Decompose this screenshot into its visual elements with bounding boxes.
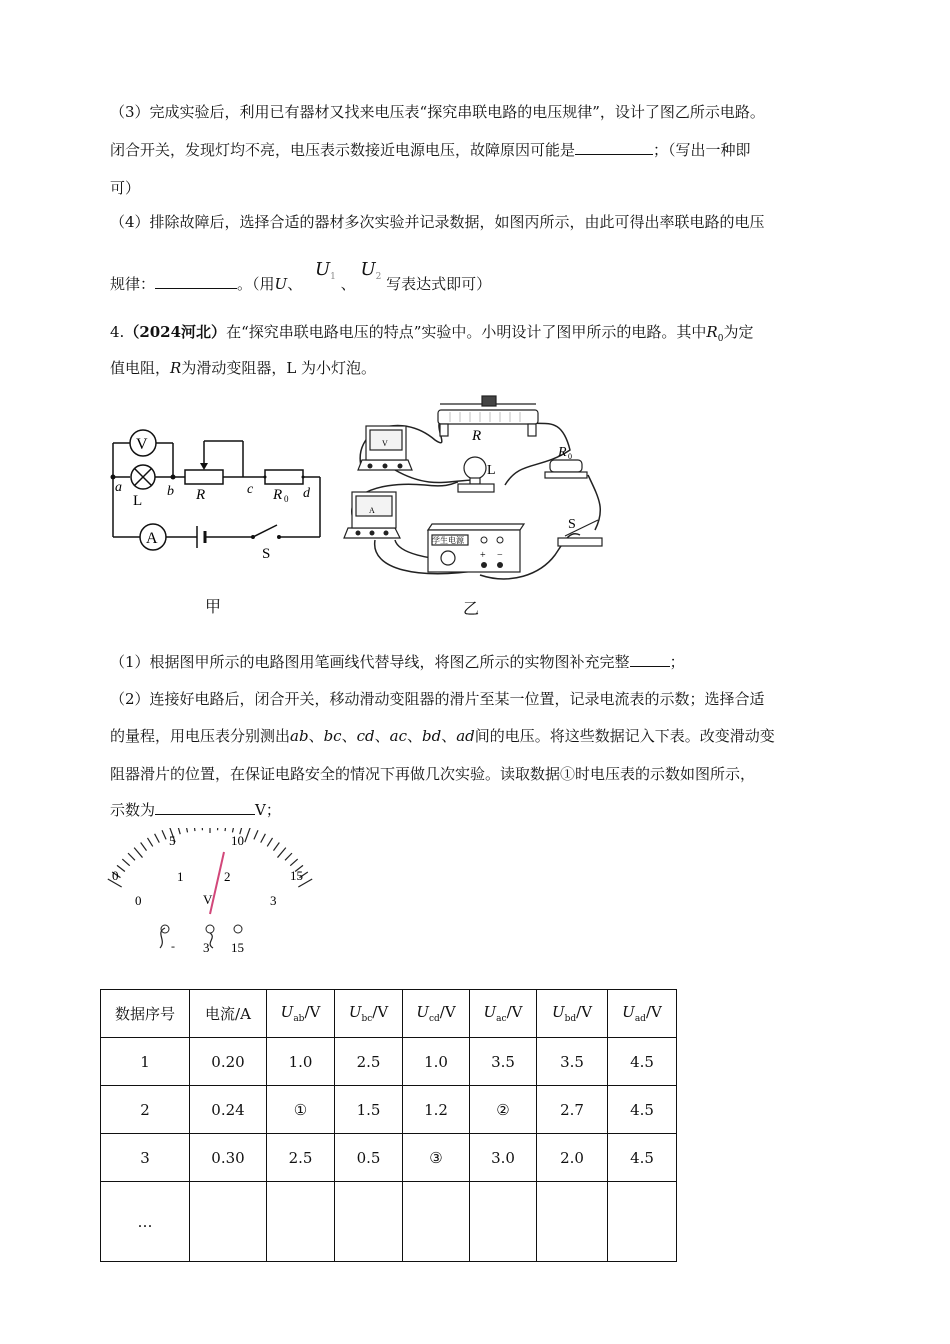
sep: 、	[340, 275, 356, 293]
sub2-unit: V；	[255, 801, 281, 819]
problem4-text-end: 为滑动变阻器，L 为小灯泡。	[181, 359, 377, 377]
power-supply-label: 学生电源	[432, 536, 464, 545]
header-sub: ad	[634, 1014, 646, 1024]
resistor-r0-label: R	[558, 445, 567, 460]
ammeter-label: A	[146, 530, 158, 547]
table-cell: 4.5	[608, 1038, 677, 1086]
sub2-line1: （2）连接好电路后，闭合开关，移动滑动变阻器的滑片至某一位置，记录电流表的示数；选择合适	[110, 690, 765, 708]
table-cell: 2	[101, 1086, 190, 1134]
table-cell: 2.5	[267, 1134, 335, 1182]
answer-blank[interactable]	[155, 800, 255, 815]
terminal-3: 3	[203, 940, 210, 955]
meter-tick	[128, 853, 135, 860]
lamp-label: L	[487, 463, 496, 478]
header-var: U	[622, 1003, 635, 1021]
table-cell: 3.5	[470, 1038, 537, 1086]
terminal-minus: -	[171, 939, 175, 953]
q4a-line2	[110, 259, 850, 301]
sep: 、	[441, 727, 457, 745]
header-sub: cd	[428, 1014, 440, 1024]
sub2-line3: 阻器滑片的位置，在保证电路安全的情况下再做几次实验。读取数据①时电压表的示数如图所示，	[110, 765, 756, 783]
meter-tick	[202, 828, 203, 830]
power-minus: −	[497, 550, 503, 561]
header-unit: /V	[506, 1003, 523, 1021]
sep: 、	[287, 275, 303, 293]
table-cell: 3.5	[537, 1038, 608, 1086]
table-header-cell: 电流/A	[190, 990, 267, 1038]
q4a-label: 规律：	[110, 275, 156, 293]
lamp-label: L	[133, 493, 143, 509]
var-u1: $U_1$	[314, 259, 336, 282]
sub2-label: 示数为	[110, 801, 156, 819]
problem4-text: 在“探究串联电路电压的特点”实验中。小明设计了图甲所示的电路。其中	[226, 323, 707, 341]
segment-cd: cd	[356, 727, 375, 745]
meter-tick	[177, 828, 180, 834]
meter-tick	[194, 828, 195, 831]
voltmeter-face-label: V	[382, 439, 388, 448]
table-cell	[267, 1182, 335, 1262]
header-var: U	[551, 1003, 565, 1021]
sep: 、	[308, 727, 324, 745]
header-var: U	[348, 1003, 362, 1021]
sub1-line	[110, 652, 850, 672]
node-d: d	[303, 486, 310, 501]
q3-line3: 可）	[110, 179, 141, 197]
table-cell	[190, 1182, 267, 1262]
segment-bd: bd	[422, 727, 442, 745]
q3-line2-text: 闭合开关，发现灯均不亮，电压表示数接近电源电压，故障原因可能是	[110, 141, 576, 159]
table-cell	[403, 1182, 470, 1262]
header-sub: ab	[293, 1014, 305, 1024]
q3-line1: （3）完成实验后，利用已有器材又找来电压表“探究串联电路的电压规律”，设计了图乙所示电路。	[110, 103, 765, 121]
q3-line2-tail: ；（写出一种即	[653, 141, 751, 159]
circuit-diagram	[105, 425, 335, 565]
table-cell: 1.2	[403, 1086, 470, 1134]
table-cell: 2.5	[335, 1038, 403, 1086]
header-unit: /V	[304, 1003, 321, 1021]
table-cell: 1.0	[267, 1038, 335, 1086]
table-cell: 3.0	[470, 1134, 537, 1182]
figure-caption-yi: 乙	[463, 599, 480, 618]
resistor-r0-sub: 0	[284, 494, 289, 504]
meter-tick	[162, 830, 166, 839]
outer-label-5: 5	[169, 833, 176, 848]
segment-ad: ad	[456, 727, 475, 745]
inner-label-1: 1	[177, 869, 184, 884]
table-cell: 0.24	[190, 1086, 267, 1134]
table-cell: 1.0	[403, 1038, 470, 1086]
meter-tick	[254, 830, 258, 839]
meter-tick	[267, 838, 272, 846]
outer-label-15: 15	[290, 868, 303, 883]
var-r0-sub: 0	[717, 334, 724, 344]
table-header-cell	[608, 990, 677, 1038]
meter-tick	[232, 828, 234, 832]
segment-ab: ab	[290, 727, 309, 745]
terminal-15: 15	[231, 940, 244, 955]
outer-label-10: 10	[231, 833, 244, 848]
meter-unit: V	[203, 892, 213, 907]
sep: 、	[374, 727, 390, 745]
var-u: U	[274, 275, 288, 293]
meter-tick	[273, 843, 279, 851]
table-header-cell	[335, 990, 403, 1038]
meter-tick	[218, 828, 219, 830]
table-cell: 0.30	[190, 1134, 267, 1182]
segment-bc: bc	[323, 727, 342, 745]
meter-tick	[261, 834, 266, 843]
problem4-text-end: 为定	[723, 323, 754, 341]
meter-tick	[277, 848, 285, 858]
table-cell: 4.5	[608, 1134, 677, 1182]
table-cell: 1	[101, 1038, 190, 1086]
header-sub: ac	[496, 1014, 507, 1024]
meter-tick	[290, 859, 297, 866]
table-cell: 1.5	[335, 1086, 403, 1134]
node-c: c	[247, 482, 254, 497]
sep: 、	[406, 727, 422, 745]
header-var: U	[483, 1003, 497, 1021]
voltmeter-label: V	[136, 436, 148, 453]
voltmeter-dial	[105, 828, 320, 958]
outer-label-0: 0	[112, 868, 119, 883]
sep: 、	[341, 727, 357, 745]
header-unit: /V	[372, 1003, 389, 1021]
sub2-text-end: 间的电压。将这些数据记入下表。改变滑动变	[474, 727, 775, 745]
table-cell	[470, 1182, 537, 1262]
header-unit: /V	[576, 1003, 593, 1021]
resistor-r0-label: R	[273, 487, 283, 503]
rheostat-label: R	[472, 428, 482, 444]
meter-tick	[285, 853, 292, 860]
header-sub: bc	[361, 1014, 373, 1024]
table-cell	[608, 1182, 677, 1262]
problem4-line2	[110, 358, 850, 378]
ammeter-face-label: A	[369, 506, 375, 515]
sub2-text: 的量程，用电压表分别测出	[110, 727, 291, 745]
node-a: a	[115, 480, 122, 495]
table-header-cell	[267, 990, 335, 1038]
sub2-line2	[110, 726, 850, 746]
table-cell	[537, 1182, 608, 1262]
switch-label: S	[568, 517, 576, 532]
table-row	[101, 1086, 677, 1134]
table-cell: ②	[470, 1086, 537, 1134]
problem4-text: 值电阻，	[110, 359, 171, 377]
meter-tick	[122, 859, 129, 866]
physical-circuit	[340, 390, 620, 590]
table-cell: …	[101, 1182, 190, 1262]
rheostat-label: R	[196, 487, 206, 503]
table-cell: 2.7	[537, 1086, 608, 1134]
table-cell: 2.0	[537, 1134, 608, 1182]
inner-label-0: 0	[135, 893, 142, 908]
table-cell: ①	[267, 1086, 335, 1134]
problem-source: （2024河北）	[124, 323, 227, 341]
header-var: U	[280, 1003, 294, 1021]
q4a-tail: 写表达式即可）	[386, 275, 492, 293]
header-var: U	[416, 1003, 429, 1021]
sub2-line4	[110, 800, 850, 820]
header-unit: /V	[439, 1003, 456, 1021]
node-b: b	[167, 484, 174, 499]
segment-ac: ac	[389, 727, 407, 745]
header-sub: bd	[564, 1014, 577, 1024]
resistor-r0-sub: 0	[568, 452, 572, 461]
table-cell: 3	[101, 1134, 190, 1182]
sub1-end: ；	[669, 653, 685, 671]
header-unit: /V	[645, 1003, 662, 1021]
meter-tick	[134, 848, 142, 858]
switch-label: S	[262, 546, 271, 562]
table-row	[101, 1134, 677, 1182]
sub1-text: （1）根据图甲所示的电路图用笔画线代替导线，将图乙所示的实物图补充完整	[110, 653, 630, 671]
table-header-cell	[403, 990, 470, 1038]
q4a-line1: （4）排除故障后，选择合适的器材多次实验并记录数据，如图丙所示，由此可得出率联电路的电压	[110, 213, 765, 231]
problem-number: 4.	[110, 323, 125, 341]
var-u2: $U_2$	[360, 259, 382, 282]
inner-label-2: 2	[224, 869, 231, 884]
q3-line2	[110, 140, 850, 160]
table-header-cell: 数据序号	[101, 990, 190, 1038]
meter-tick	[155, 834, 160, 843]
table-row	[101, 1182, 677, 1262]
table-row	[101, 1038, 677, 1086]
answer-blank[interactable]	[155, 274, 237, 289]
meter-tick	[225, 828, 226, 831]
answer-blank[interactable]	[630, 652, 670, 667]
data-table	[100, 989, 677, 1262]
table-cell: ③	[403, 1134, 470, 1182]
table-cell: 0.20	[190, 1038, 267, 1086]
q4a-paren: 。（用	[237, 275, 275, 293]
table-cell: 0.5	[335, 1134, 403, 1182]
answer-blank[interactable]	[575, 140, 653, 155]
inner-label-3: 3	[270, 893, 277, 908]
figure-caption-jia: 甲	[205, 597, 222, 616]
meter-tick	[185, 828, 187, 832]
power-plus: +	[480, 550, 486, 561]
problem4-line1	[110, 322, 850, 349]
table-header-cell	[537, 990, 608, 1038]
table-cell	[335, 1182, 403, 1262]
var-r: R	[170, 359, 182, 377]
meter-tick	[245, 828, 250, 842]
var-r0: R	[706, 323, 718, 341]
table-header-cell	[470, 990, 537, 1038]
meter-tick	[147, 838, 152, 846]
table-cell: 4.5	[608, 1086, 677, 1134]
table-header-row	[101, 990, 677, 1038]
meter-tick	[141, 843, 147, 851]
